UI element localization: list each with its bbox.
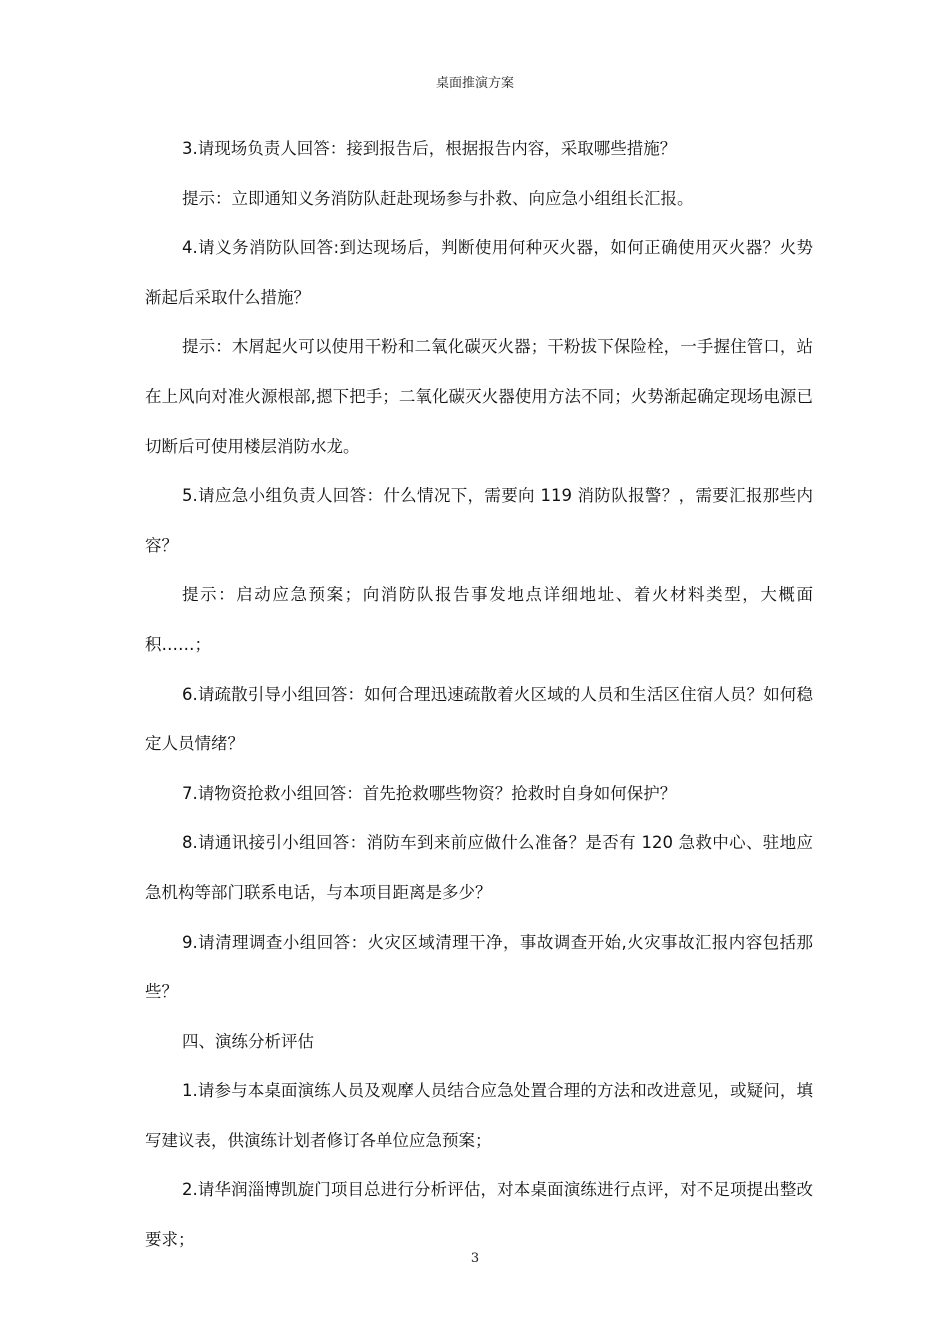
paragraph-eval-2: 2.请华润淄博凯旋门项目总进行分析评估，对本桌面演练进行点评，对不足项提出整改要求； (145, 1180, 813, 1250)
paragraph-hint-q5: 提示：启动应急预案；向消防队报告事发地点详细地址、着火材料类型，大概面积……； (145, 585, 813, 654)
section-heading-evaluation: 四、演练分析评估 (182, 1031, 314, 1051)
document-body (145, 124, 813, 1265)
paragraph-eval-1: 1.请参与本桌面演练人员及观摩人员结合应急处置合理的方法和改进意见，或疑问，填写建议表，供演练计划者修订各单位应急预案； (145, 1081, 813, 1150)
paragraph-q8: 8.请通讯接引小组回答：消防车到来前应做什么准备？是否有 120 急救中心、驻地应急机构等部门联系电话，与本项目距离是多少？ (145, 833, 813, 902)
paragraph-q9: 9.请清理调查小组回答：火灾区域清理干净，事故调查开始,火灾事故汇报内容包括那些？ (145, 932, 813, 1002)
paragraph-hint-q4: 提示：木屑起火可以使用干粉和二氧化碳灭火器；干粉拔下保险栓，一手握住管口，站在上风向对准火源根部,摁下把手；二氧化碳灭火器使用方法不同；火势渐起确定现场电源已切断后可使用楼层消防水龙。 (145, 337, 813, 456)
paragraph-q6: 6.请疏散引导小组回答：如何合理迅速疏散着火区域的人员和生活区住宿人员？如何稳定人员情绪？ (145, 684, 813, 754)
paragraph-q5: 5.请应急小组负责人回答：什么情况下，需要向 119 消防队报警？，需要汇报那些内容？ (145, 486, 813, 555)
paragraph-q4: 4.请义务消防队回答:到达现场后，判断使用何种灭火器，如何正确使用灭火器？火势渐起后采取什么措施？ (145, 238, 813, 307)
paragraph-q7: 7.请物资抢救小组回答：首先抢救哪些物资？抢救时自身如何保护？ (182, 783, 677, 803)
page-header: 桌面推演方案 (435, 76, 514, 91)
paragraph-q3: 3.请现场负责人回答：接到报告后，根据报告内容，采取哪些措施？ (182, 139, 677, 158)
page-number: 3 (470, 1251, 480, 1266)
paragraph-hint-q3: 提示：立即通知义务消防队赶赴现场参与扑救、向应急小组组长汇报。 (182, 188, 694, 208)
